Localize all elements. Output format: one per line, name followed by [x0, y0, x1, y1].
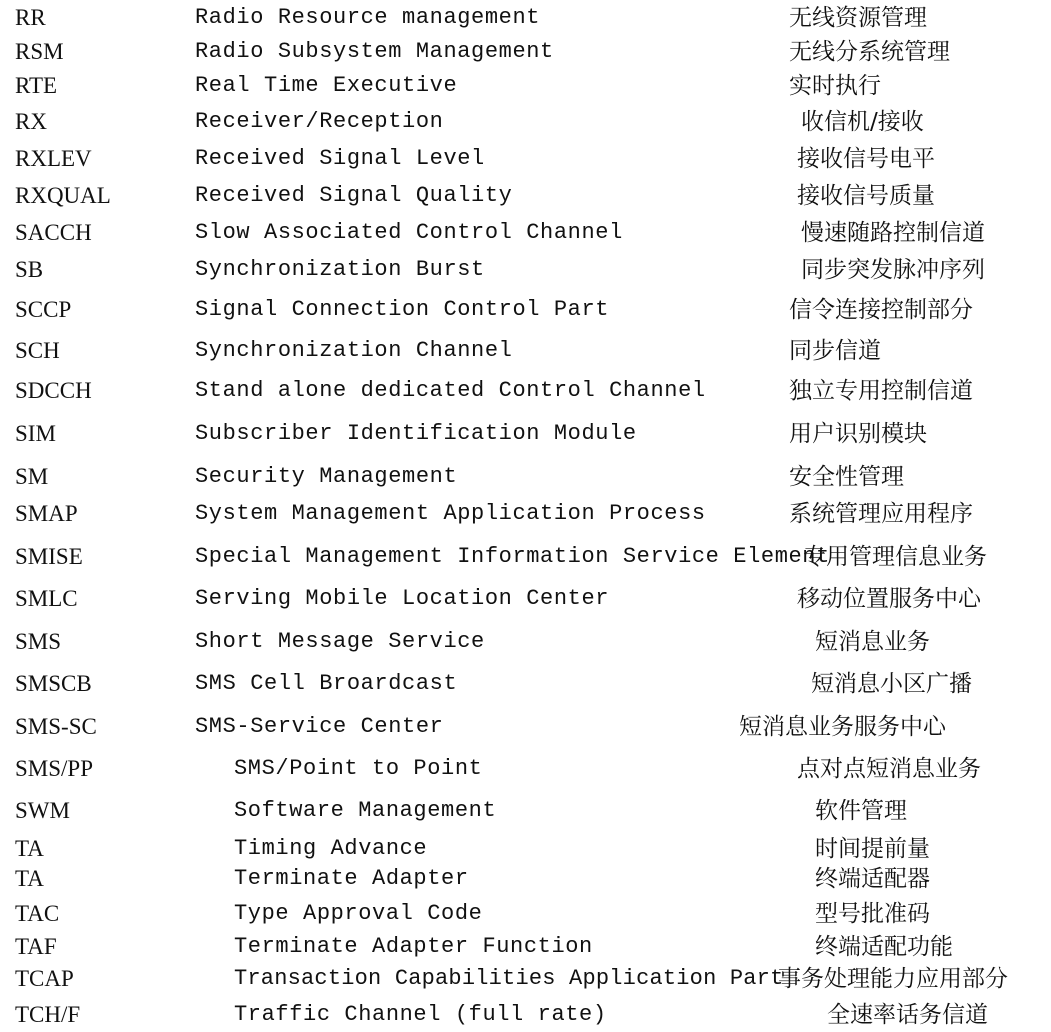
abbreviation: SB: [15, 257, 44, 282]
chinese-term: 实时执行: [789, 73, 881, 99]
english-term: Subscriber Identification Module: [195, 421, 637, 446]
english-term: SMS/Point to Point: [234, 756, 483, 781]
glossary-row: [0, 254, 1051, 286]
chinese-term: 时间提前量: [815, 836, 930, 862]
abbreviation: RSM: [15, 39, 64, 64]
english-term: System Management Application Process: [195, 501, 706, 526]
english-term: Stand alone dedicated Control Channel: [195, 378, 706, 403]
glossary-row: [0, 375, 1051, 407]
chinese-term: 慢速随路控制信道: [801, 220, 985, 246]
glossary-row: [0, 626, 1051, 658]
abbreviation: SMLC: [15, 586, 78, 611]
chinese-term: 点对点短消息业务: [797, 756, 981, 782]
english-term: Special Management Information Service Element: [195, 544, 830, 569]
english-term: Software Management: [234, 798, 497, 823]
glossary-row: [0, 498, 1051, 530]
abbreviation: SIM: [15, 421, 56, 446]
chinese-term: 无线资源管理: [789, 5, 927, 31]
abbreviation: SMAP: [15, 501, 78, 526]
chinese-term: 无线分系统管理: [789, 39, 950, 65]
chinese-term: 短消息小区广播: [811, 671, 972, 697]
abbreviation: TA: [15, 866, 44, 891]
english-term: Type Approval Code: [234, 901, 483, 926]
english-term: Receiver/Reception: [195, 109, 444, 134]
chinese-term: 短消息业务: [815, 629, 930, 655]
glossary-row: [0, 963, 1051, 995]
abbreviation: TAF: [15, 934, 57, 959]
abbreviation: TCH/F: [15, 1002, 81, 1027]
chinese-term: 安全性管理: [789, 464, 904, 490]
glossary-row: [0, 217, 1051, 249]
english-term: SMS Cell Broardcast: [195, 671, 458, 696]
chinese-term: 型号批准码: [815, 901, 930, 927]
english-term: Slow Associated Control Channel: [195, 220, 623, 245]
english-term: Traffic Channel (full rate): [234, 1002, 607, 1027]
english-term: Terminate Adapter: [234, 866, 469, 891]
english-term: Radio Resource management: [195, 5, 541, 30]
glossary-row: [0, 106, 1051, 138]
chinese-term: 信令连接控制部分: [789, 297, 973, 323]
abbreviation: TCAP: [15, 966, 74, 991]
glossary-row: [0, 863, 1051, 895]
chinese-term: 移动位置服务中心: [797, 586, 981, 612]
glossary-row: [0, 711, 1051, 743]
glossary-row: [0, 583, 1051, 615]
glossary-row: [0, 795, 1051, 827]
glossary-row: [0, 143, 1051, 175]
abbreviation: SMISE: [15, 544, 83, 569]
chinese-term: 接收信号电平: [797, 146, 935, 172]
english-term: Security Management: [195, 464, 458, 489]
abbreviation: SACCH: [15, 220, 92, 245]
english-term: Timing Advance: [234, 836, 428, 861]
glossary-row: [0, 2, 1051, 34]
chinese-term: 全速率话务信道: [827, 1002, 988, 1028]
chinese-term: 收信机/接收: [801, 109, 924, 135]
glossary-row: [0, 753, 1051, 785]
abbreviation: SCH: [15, 338, 60, 363]
chinese-term: 系统管理应用程序: [789, 501, 973, 527]
english-term: Radio Subsystem Management: [195, 39, 554, 64]
glossary-row: [0, 70, 1051, 102]
english-term: Received Signal Quality: [195, 183, 513, 208]
abbreviation: TAC: [15, 901, 60, 926]
abbreviation: TA: [15, 836, 44, 861]
chinese-term: 软件管理: [815, 798, 907, 824]
abbreviation: SMS: [15, 629, 62, 654]
abbreviation: SM: [15, 464, 49, 489]
chinese-term: 终端适配功能: [815, 934, 953, 960]
abbreviation: SCCP: [15, 297, 72, 322]
abbreviation: SDCCH: [15, 378, 92, 403]
chinese-term: 同步信道: [789, 338, 881, 364]
english-term: Transaction Capabilities Application Part: [234, 966, 784, 991]
glossary-row: [0, 36, 1051, 68]
abbreviation: RR: [15, 5, 46, 30]
abbreviation: SMS-SC: [15, 714, 97, 739]
chinese-term: 专用管理信息业务: [803, 544, 987, 570]
english-term: Received Signal Level: [195, 146, 485, 171]
glossary-row: [0, 335, 1051, 367]
chinese-term: 终端适配器: [815, 866, 930, 892]
chinese-term: 接收信号质量: [797, 183, 935, 209]
glossary-row: [0, 668, 1051, 700]
chinese-term: 同步突发脉冲序列: [801, 257, 985, 283]
abbreviation: RX: [15, 109, 47, 134]
glossary-row: [0, 999, 1051, 1031]
chinese-term: 短消息业务服务中心: [739, 714, 946, 740]
chinese-term: 事务处理能力应用部分: [778, 966, 1008, 992]
glossary-row: [0, 461, 1051, 493]
english-term: SMS-Service Center: [195, 714, 444, 739]
english-term: Real Time Executive: [195, 73, 458, 98]
abbreviation: RXLEV: [15, 146, 92, 171]
glossary-row: [0, 833, 1051, 865]
english-term: Short Message Service: [195, 629, 485, 654]
glossary-row: [0, 294, 1051, 326]
abbreviation: SMS/PP: [15, 756, 94, 781]
glossary-row: [0, 898, 1051, 930]
english-term: Terminate Adapter Function: [234, 934, 593, 959]
english-term: Synchronization Burst: [195, 257, 485, 282]
chinese-term: 独立专用控制信道: [789, 378, 973, 404]
glossary-row: [0, 541, 1051, 573]
english-term: Serving Mobile Location Center: [195, 586, 610, 611]
abbreviation: SWM: [15, 798, 70, 823]
abbreviation: RXQUAL: [15, 183, 111, 208]
chinese-term: 用户识别模块: [789, 421, 927, 447]
glossary-row: [0, 931, 1051, 963]
abbreviation: RTE: [15, 73, 58, 98]
english-term: Synchronization Channel: [195, 338, 513, 363]
abbreviation: SMSCB: [15, 671, 92, 696]
glossary-row: [0, 418, 1051, 450]
glossary-row: [0, 180, 1051, 212]
english-term: Signal Connection Control Part: [195, 297, 610, 322]
